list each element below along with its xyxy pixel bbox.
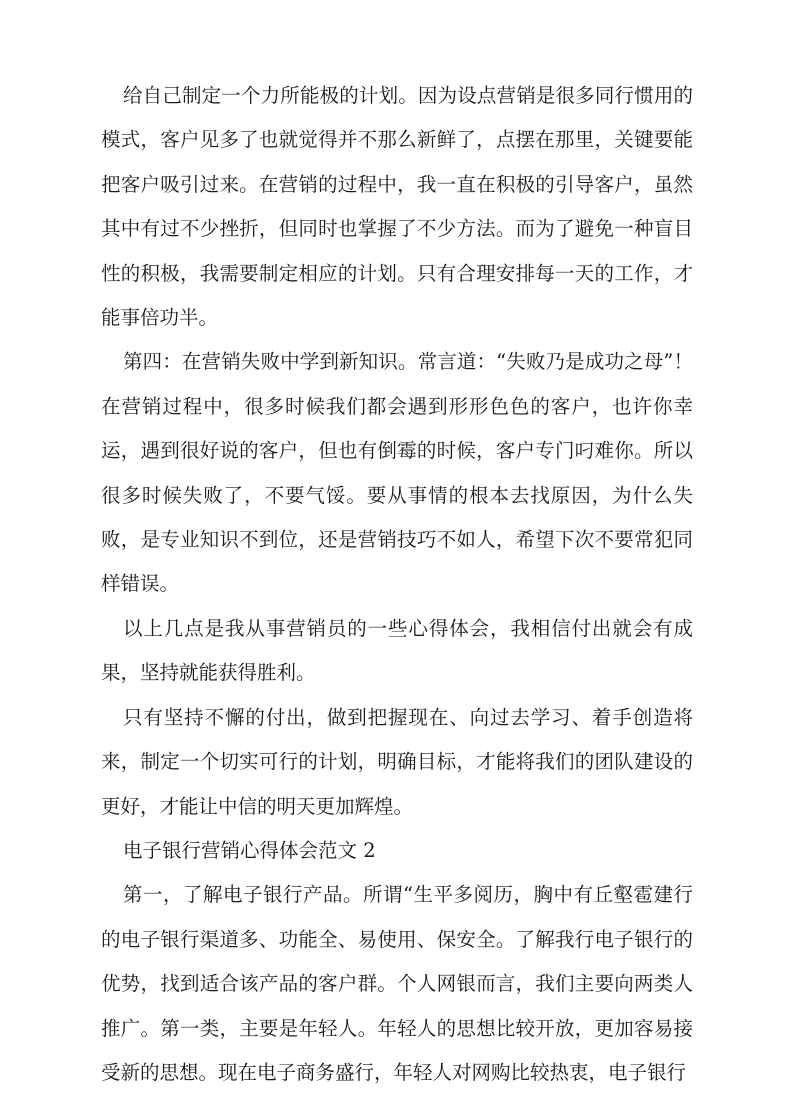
document-body [101, 74, 693, 1095]
paragraph-ebank-products: 第一，了解电子银行产品。所谓“生平多阅历，胸中有丘壑雹建行的电子银行渠道多、功能全、易使用、保安全。了解我行电子银行的优势，找到适合该产品的客户群。个人网银而言，我们主要向两类人推广。第一类，主要是年轻人。年轻人的思想比较开放，更加容易接受新的思想。现在电子商务盛行，年轻人对网购比较热衷，电子银行 [101, 883, 693, 1084]
section-heading: 电子银行营销心得体会范文 2 [123, 838, 376, 862]
paragraph-learn-from-failure: 第四：在营销失败中学到新知识。常言道：“失败乃是成功之母”！在营销过程中，很多时候我们都会遇到形形色色的客户，也许你幸运，遇到很好说的客户，但也有倒霉的时候，客户专门叼难你。所以很多时候失败了，不要气馁。要从事情的根本去找原因，为什么失败，是专业知识不到位，还是营销技巧不如人，希望下次不要常犯同样错误。 [101, 350, 693, 596]
paragraph-conclusion: 只有坚持不懈的付出，做到把握现在、向过去学习、着手创造将来，制定一个切实可行的计划，明确目标，才能将我们的团队建设的更好，才能让中信的明天更加辉煌。 [101, 705, 693, 818]
paragraph-summary: 以上几点是我从事营销员的一些心得体会，我相信付出就会有成 果，坚持就能获得胜利。 [101, 616, 693, 685]
paragraph-plan: 给自己制定一个力所能极的计划。因为设点营销是很多同行惯用的模式，客户见多了也就觉得并不那么新鲜了，点摆在那里，关键要能把客户吸引过来。在营销的过程中，我一直在积极的引导客户，虽然其中有过不少挫折，但同时也掌握了不少方法。而为了避免一种盲目性的积极，我需要制定相应的计划。只有合理安排每一天的工作，才能事倍功半。 [101, 84, 693, 330]
